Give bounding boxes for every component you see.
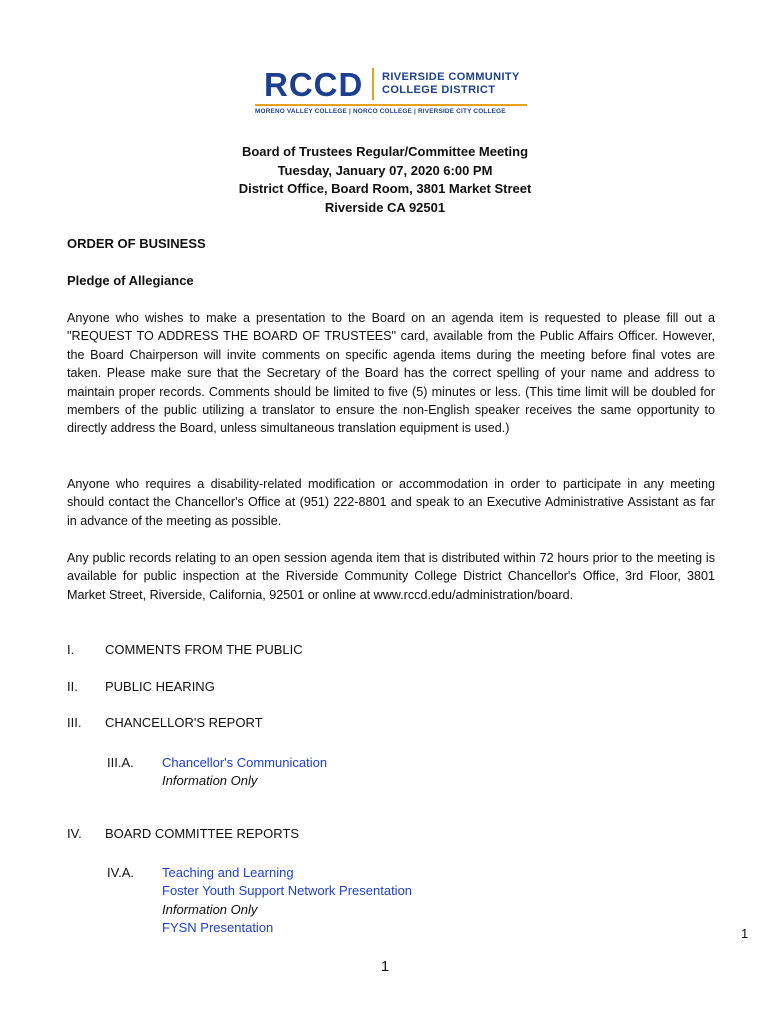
logo-divider-horizontal <box>255 104 527 106</box>
logo-acronym: RCCD <box>264 66 364 103</box>
section-title: CHANCELLOR'S REPORT <box>105 715 263 730</box>
subitem-number: IV.A. <box>107 865 134 880</box>
section-number: IV. <box>67 826 82 841</box>
paragraph-public-comments <box>67 309 715 438</box>
section-number: II. <box>67 679 78 694</box>
section-number: I. <box>67 642 75 657</box>
logo-district-line2: COLLEGE DISTRICT <box>382 84 496 96</box>
paragraph-text: Anyone who requires a disability-related modification or accommodation in order to participate in any meeting should contact the Chancellor's Office at (951) 222-8801 and speak to an Executive Administrative Assistant as far in advance of the meeting as possible. <box>67 477 715 528</box>
section-title: BOARD COMMITTEE REPORTS <box>105 826 300 841</box>
logo-colleges: MORENO VALLEY COLLEGE | NORCO COLLEGE | RIVERSIDE CITY COLLEGE <box>255 108 506 115</box>
section-title: PUBLIC HEARING <box>105 679 215 694</box>
subitem-chancellors-communication <box>162 754 327 791</box>
section-title: COMMENTS FROM THE PUBLIC <box>105 642 303 657</box>
meeting-city: Riverside CA 92501 <box>324 199 446 215</box>
fysn-presentation-link[interactable]: FYSN Presentation <box>162 919 274 935</box>
paragraph-accommodation <box>67 475 715 530</box>
meeting-header <box>0 143 770 217</box>
logo-divider-vertical <box>372 68 374 100</box>
paragraph-text: Anyone who wishes to make a presentation to the Board on an agenda item is requested to please fill out a "REQUEST TO ADDRESS THE BOARD OF TRUSTEES" card, available from the Public Affairs Officer. However, the Board Chairperson will invite comments on specific agenda items during the meeting before final votes are taken. Please make sure that the Secretary of the Board has the correct spelling of your name and address to maintain proper records. Comments should be limited to five (5) minutes or less. (This time limit will be doubled for members of the public utilizing a translator to ensure the non-English speaker receives the same opportunity to directly address the Board, unless simultaneous translation equipment is used.) <box>67 311 715 436</box>
pledge-heading: Pledge of Allegiance <box>67 273 194 288</box>
order-of-business-heading: ORDER OF BUSINESS <box>67 236 206 251</box>
meeting-location: District Office, Board Room, 3801 Market Street <box>238 181 532 196</box>
foster-youth-presentation-link[interactable]: Foster Youth Support Network Presentation <box>162 883 413 899</box>
teaching-and-learning-link[interactable]: Teaching and Learning <box>162 865 294 880</box>
subitem-number: III.A. <box>107 755 134 770</box>
section-number: III. <box>67 715 82 730</box>
rccd-logo <box>255 66 527 122</box>
chancellors-communication-link[interactable]: Chancellor's Communication <box>162 755 328 770</box>
logo-district-name <box>382 71 520 97</box>
information-only-note: Information Only <box>162 901 258 917</box>
paragraph-public-records <box>67 549 715 604</box>
information-only-note: Information Only <box>162 773 258 789</box>
paragraph-text: Any public records relating to an open session agenda item that is distributed within 72 hours prior to the meeting is available for public inspection at the Riverside Community College District Chancellor's Office, 3rd Floor, 3801 Market Street, Riverside, California, 92501 or online at www.rccd.edu/administration/board. <box>67 551 715 602</box>
logo-district-line1: RIVERSIDE COMMUNITY <box>382 71 520 83</box>
page-number: 1 <box>380 958 390 975</box>
margin-number: 1 <box>741 926 749 941</box>
meeting-datetime: Tuesday, January 07, 2020 6:00 PM <box>277 162 493 178</box>
meeting-title: Board of Trustees Regular/Committee Meeting <box>241 144 529 159</box>
subitem-teaching-and-learning <box>162 864 412 937</box>
